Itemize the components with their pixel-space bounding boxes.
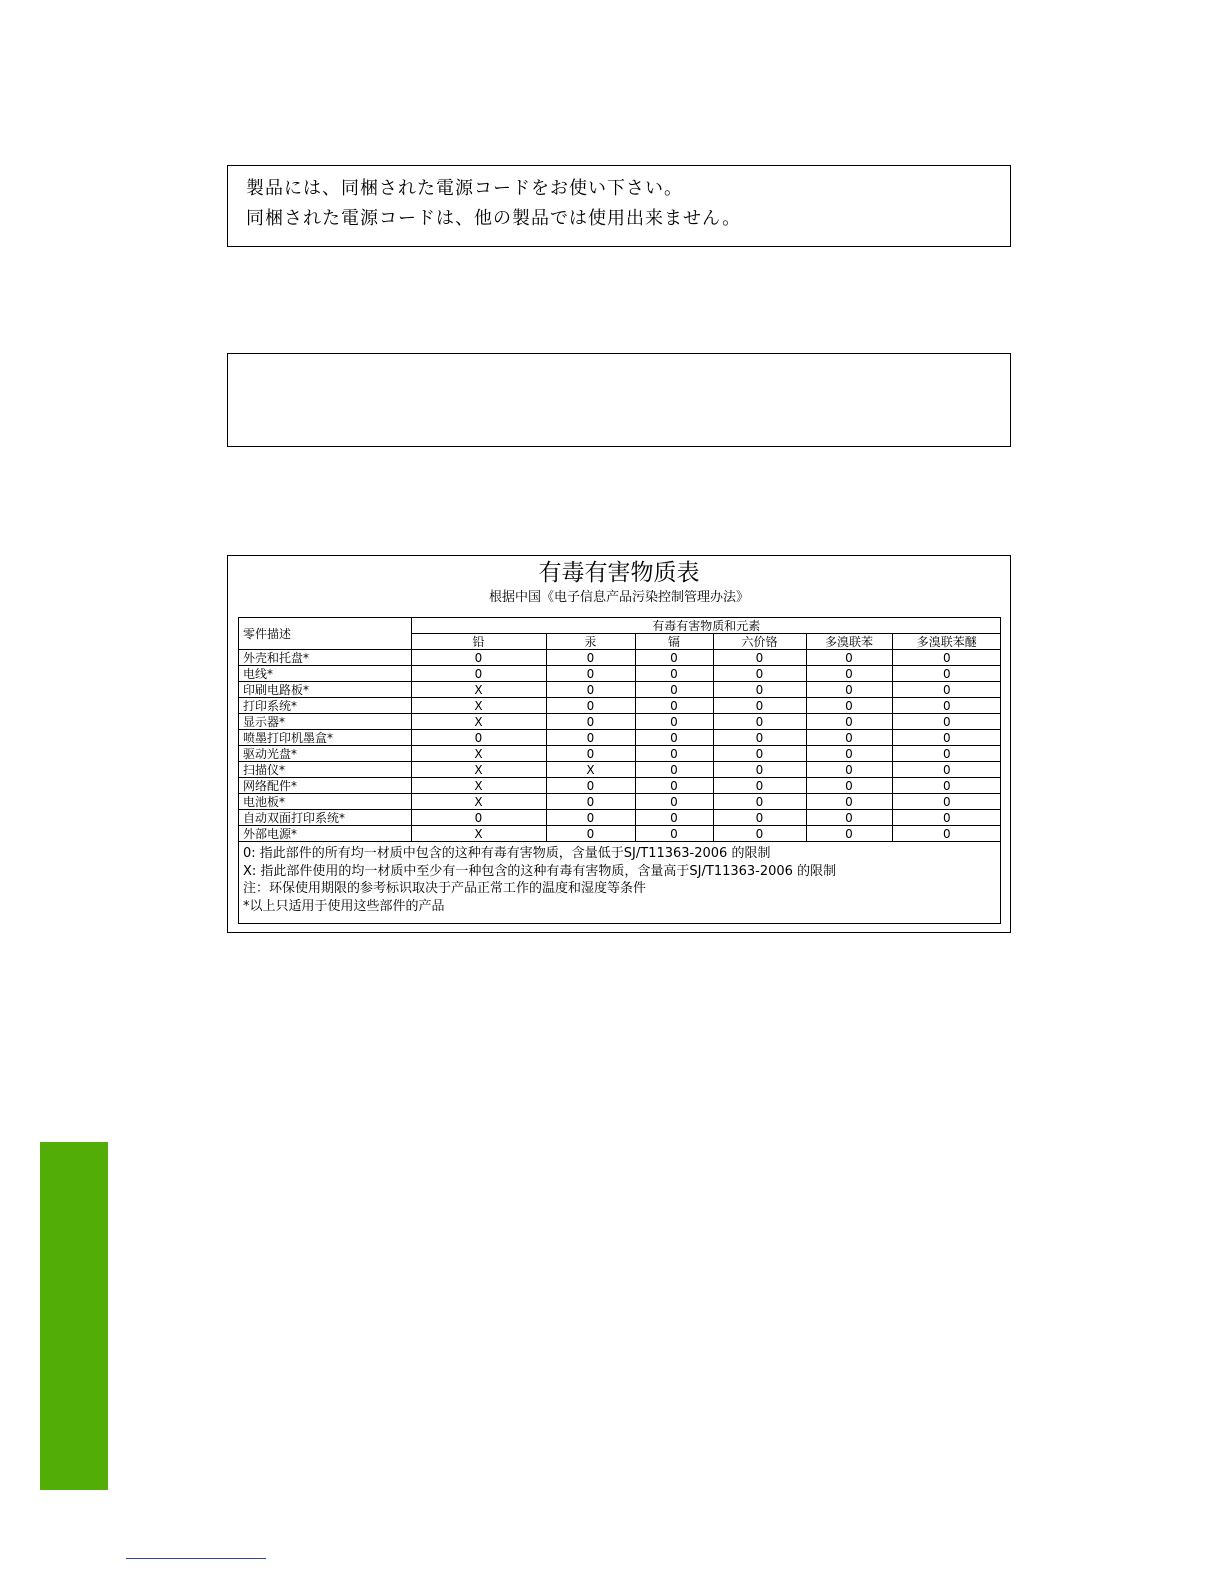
- substance-value-cell: 0: [892, 698, 1001, 714]
- substance-value-cell: X: [411, 698, 546, 714]
- substance-value-cell: 0: [635, 762, 713, 778]
- substance-value-cell: 0: [806, 698, 892, 714]
- hazard-table-subtitle: 根据中国《电子信息产品污染控制管理办法》: [488, 590, 749, 605]
- hazard-table: [239, 618, 1001, 842]
- substance-value-cell: X: [411, 826, 546, 842]
- substance-value-cell: 0: [892, 730, 1001, 746]
- substance-value-cell: 0: [546, 794, 635, 810]
- notice-line-2: 同梱された電源コードは、他の製品では使用出来ません。: [246, 208, 742, 229]
- substance-header-mercury: 汞: [546, 634, 635, 650]
- footer-rule: [126, 1558, 266, 1559]
- substance-value-cell: 0: [411, 810, 546, 826]
- substance-value-cell: X: [411, 778, 546, 794]
- substance-value-cell: X: [411, 794, 546, 810]
- part-name-cell: 扫描仪*: [239, 762, 411, 778]
- substance-value-cell: 0: [892, 810, 1001, 826]
- substance-value-cell: 0: [713, 810, 806, 826]
- substance-value-cell: 0: [806, 810, 892, 826]
- substance-value-cell: 0: [806, 762, 892, 778]
- substance-header-chromium: 六价铬: [713, 634, 806, 650]
- table-row: [239, 762, 1001, 778]
- substance-value-cell: X: [546, 762, 635, 778]
- substance-value-cell: 0: [635, 698, 713, 714]
- substance-value-cell: 0: [806, 714, 892, 730]
- note-line: 0: 指此部件的所有均一材质中包含的这种有毒有害物质，含量低于SJ/T11363-2006 的限制: [243, 846, 771, 861]
- empty-notice-box: [227, 353, 1011, 447]
- substance-value-cell: 0: [713, 746, 806, 762]
- part-name-cell: 显示器*: [239, 714, 411, 730]
- part-name-cell: 外壳和托盘*: [239, 650, 411, 666]
- japanese-power-cord-notice: [227, 165, 1011, 247]
- substance-value-cell: 0: [892, 826, 1001, 842]
- substance-value-cell: 0: [892, 762, 1001, 778]
- substance-value-cell: 0: [806, 650, 892, 666]
- substance-value-cell: 0: [635, 714, 713, 730]
- substance-value-cell: 0: [806, 778, 892, 794]
- hazardous-substances-box: [227, 555, 1011, 933]
- chapter-side-tab: [40, 1142, 108, 1490]
- part-description-header: 零件描述: [239, 618, 411, 650]
- table-row: [239, 698, 1001, 714]
- substance-value-cell: 0: [635, 650, 713, 666]
- note-line: 注：环保使用期限的参考标识取决于产品正常工作的温度和湿度等条件: [243, 881, 647, 896]
- table-row: [239, 650, 1001, 666]
- part-name-cell: 驱动光盘*: [239, 746, 411, 762]
- hazard-table-title: 有毒有害物质表: [538, 560, 700, 586]
- substance-value-cell: 0: [713, 826, 806, 842]
- substance-value-cell: 0: [546, 650, 635, 666]
- substance-value-cell: 0: [806, 666, 892, 682]
- substance-value-cell: 0: [635, 826, 713, 842]
- note-line: X: 指此部件使用的均一材质中至少有一种包含的这种有毒有害物质，含量高于SJ/T11363-2006 的限制: [243, 863, 837, 879]
- substance-header-pbb: 多溴联苯: [806, 634, 892, 650]
- substance-value-cell: 0: [806, 746, 892, 762]
- part-name-cell: 电线*: [239, 666, 411, 682]
- substance-value-cell: 0: [411, 730, 546, 746]
- part-name-cell: 网络配件*: [239, 778, 411, 794]
- table-row: [239, 714, 1001, 730]
- substance-value-cell: 0: [713, 682, 806, 698]
- substance-value-cell: 0: [806, 730, 892, 746]
- substance-value-cell: 0: [546, 826, 635, 842]
- part-name-cell: 印刷电路板*: [239, 682, 411, 698]
- part-name-cell: 自动双面打印系统*: [239, 810, 411, 826]
- note-line: *以上只适用于使用这些部件的产品: [243, 898, 445, 914]
- substance-value-cell: 0: [713, 650, 806, 666]
- notice-line-1: 製品には、同梱された電源コードをお使い下さい。: [246, 178, 683, 199]
- table-row: [239, 810, 1001, 826]
- substance-header-pbde: 多溴联苯醚: [892, 634, 1001, 650]
- substance-value-cell: 0: [546, 666, 635, 682]
- substance-value-cell: 0: [806, 682, 892, 698]
- substance-value-cell: 0: [546, 746, 635, 762]
- part-name-cell: 打印系统*: [239, 698, 411, 714]
- substance-value-cell: X: [411, 714, 546, 730]
- hazard-table-frame: [238, 617, 1001, 924]
- table-row: [239, 794, 1001, 810]
- substance-value-cell: 0: [892, 794, 1001, 810]
- substance-value-cell: 0: [635, 794, 713, 810]
- part-name-cell: 电池板*: [239, 794, 411, 810]
- hazard-table-notes: [243, 845, 836, 915]
- substance-value-cell: 0: [892, 778, 1001, 794]
- substance-value-cell: 0: [892, 650, 1001, 666]
- substance-value-cell: 0: [546, 730, 635, 746]
- substance-value-cell: 0: [892, 682, 1001, 698]
- substance-value-cell: 0: [635, 778, 713, 794]
- substance-value-cell: 0: [411, 650, 546, 666]
- table-row: [239, 666, 1001, 682]
- substance-value-cell: 0: [635, 730, 713, 746]
- substance-value-cell: 0: [713, 778, 806, 794]
- substance-value-cell: 0: [546, 714, 635, 730]
- substance-value-cell: 0: [713, 698, 806, 714]
- substance-value-cell: X: [411, 682, 546, 698]
- substance-value-cell: 0: [546, 778, 635, 794]
- substance-value-cell: 0: [713, 714, 806, 730]
- substance-header-lead: 铅: [411, 634, 546, 650]
- substance-value-cell: X: [411, 762, 546, 778]
- substance-value-cell: 0: [635, 746, 713, 762]
- table-row: [239, 826, 1001, 842]
- substance-value-cell: 0: [635, 810, 713, 826]
- table-row: [239, 730, 1001, 746]
- substance-value-cell: 0: [892, 714, 1001, 730]
- table-row: [239, 746, 1001, 762]
- substance-value-cell: 0: [806, 826, 892, 842]
- substance-value-cell: 0: [635, 666, 713, 682]
- substance-value-cell: 0: [892, 746, 1001, 762]
- substance-header-cadmium: 镉: [635, 634, 713, 650]
- table-row: [239, 778, 1001, 794]
- substance-value-cell: 0: [892, 666, 1001, 682]
- substance-value-cell: 0: [713, 666, 806, 682]
- substance-value-cell: 0: [546, 810, 635, 826]
- substance-value-cell: 0: [713, 762, 806, 778]
- substance-value-cell: 0: [713, 794, 806, 810]
- substance-value-cell: 0: [806, 794, 892, 810]
- substance-value-cell: 0: [546, 682, 635, 698]
- substance-value-cell: 0: [411, 666, 546, 682]
- part-name-cell: 外部电源*: [239, 826, 411, 842]
- table-row: [239, 682, 1001, 698]
- substance-value-cell: 0: [713, 730, 806, 746]
- substance-value-cell: X: [411, 746, 546, 762]
- substance-value-cell: 0: [546, 698, 635, 714]
- substance-value-cell: 0: [635, 682, 713, 698]
- part-name-cell: 喷墨打印机墨盒*: [239, 730, 411, 746]
- substances-group-header: 有毒有害物质和元素: [411, 618, 1001, 634]
